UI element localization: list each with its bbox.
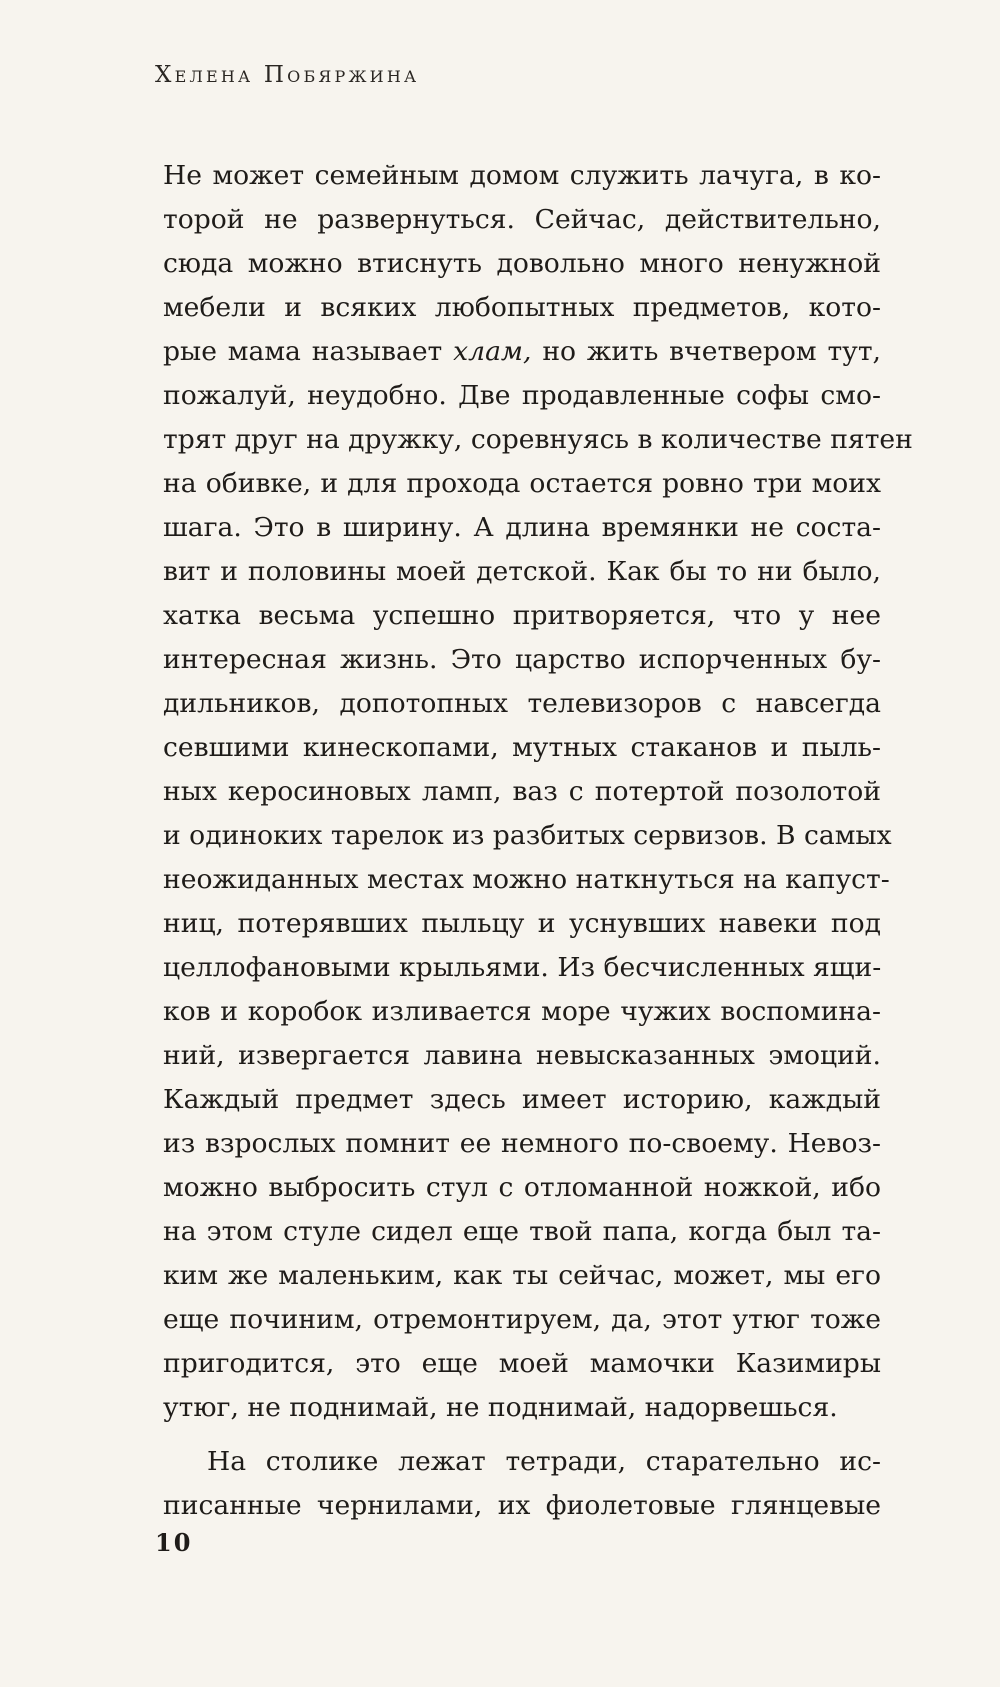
text-line xyxy=(163,330,881,374)
text-line: писанные чернилами, их фиолетовые глянцевые xyxy=(163,1490,881,1521)
text-line: торой не развернуться. Сейчас, действительно, xyxy=(163,204,881,235)
paragraph-gap xyxy=(163,1430,881,1440)
text-line: пожалуй, неудобно. Две продавленные софы смо- xyxy=(163,380,881,411)
running-head: Хелена Побяржина xyxy=(155,62,420,88)
text-line: мебели и всяких любопытных предметов, кото- xyxy=(163,292,881,323)
paragraph-1 xyxy=(163,154,913,1430)
text-line: интересная жизнь. Это царство испорченных бу- xyxy=(163,644,881,675)
text-segment: рые мама называет xyxy=(163,336,443,367)
text-line: Каждый предмет здесь имеет историю, каждый xyxy=(163,1084,881,1115)
text-line: дильников, допотопных телевизоров с навсегда xyxy=(163,688,881,719)
text-line: на обивке, и для прохода остается ровно три моих xyxy=(163,468,881,499)
paragraph-2 xyxy=(163,1440,881,1528)
text-line: ний, извергается лавина невысказанных эмоций. xyxy=(163,1040,881,1071)
text-line: ков и коробок изливается море чужих воспомина- xyxy=(163,996,881,1027)
text-segment: но жить вчетвером тут, xyxy=(542,336,881,367)
text-line: шага. Это в ширину. А длина времянки не соста- xyxy=(163,512,881,543)
text-line: утюг, не поднимай, не поднимай, надорвешься. xyxy=(163,1392,838,1423)
text-line: севшими кинескопами, мутных стаканов и пыль- xyxy=(163,732,881,763)
text-line: и одиноких тарелок из разбитых сервизов. В самых xyxy=(163,820,892,851)
text-line: На столике лежат тетради, старательно ис- xyxy=(207,1446,881,1477)
text-line: на этом стуле сидел еще твой папа, когда был та- xyxy=(163,1216,881,1247)
text-line: сюда можно втиснуть довольно много ненужной xyxy=(163,248,881,279)
text-line: пригодится, это еще моей мамочки Казимиры xyxy=(163,1348,881,1379)
text-line: неожиданных местах можно наткнуться на капуст- xyxy=(163,864,890,895)
page-number: 10 xyxy=(155,1528,193,1557)
text-line: хатка весьма успешно притворяется, что у нее xyxy=(163,600,881,631)
text-line: трят друг на дружку, соревнуясь в количестве пятен xyxy=(163,424,913,455)
text-line: вит и половины моей детской. Как бы то ни было, xyxy=(163,556,881,587)
text-line: можно выбросить стул с отломанной ножкой, ибо xyxy=(163,1172,881,1203)
italic-word: хлам, xyxy=(453,336,532,367)
body-text xyxy=(163,154,913,1528)
text-line: еще починим, отремонтируем, да, этот утюг тоже xyxy=(163,1304,881,1335)
text-line: из взрослых помнит ее немного по-своему. Невоз- xyxy=(163,1128,881,1159)
text-line: ниц, потерявших пыльцу и уснувших навеки под xyxy=(163,908,881,939)
text-line: ных керосиновых ламп, ваз с потертой позолотой xyxy=(163,776,881,807)
text-line: целлофановыми крыльями. Из бесчисленных ящи- xyxy=(163,952,882,983)
text-line: Не может семейным домом служить лачуга, в ко- xyxy=(163,160,881,191)
text-line: ким же маленьким, как ты сейчас, может, мы его xyxy=(163,1260,881,1291)
